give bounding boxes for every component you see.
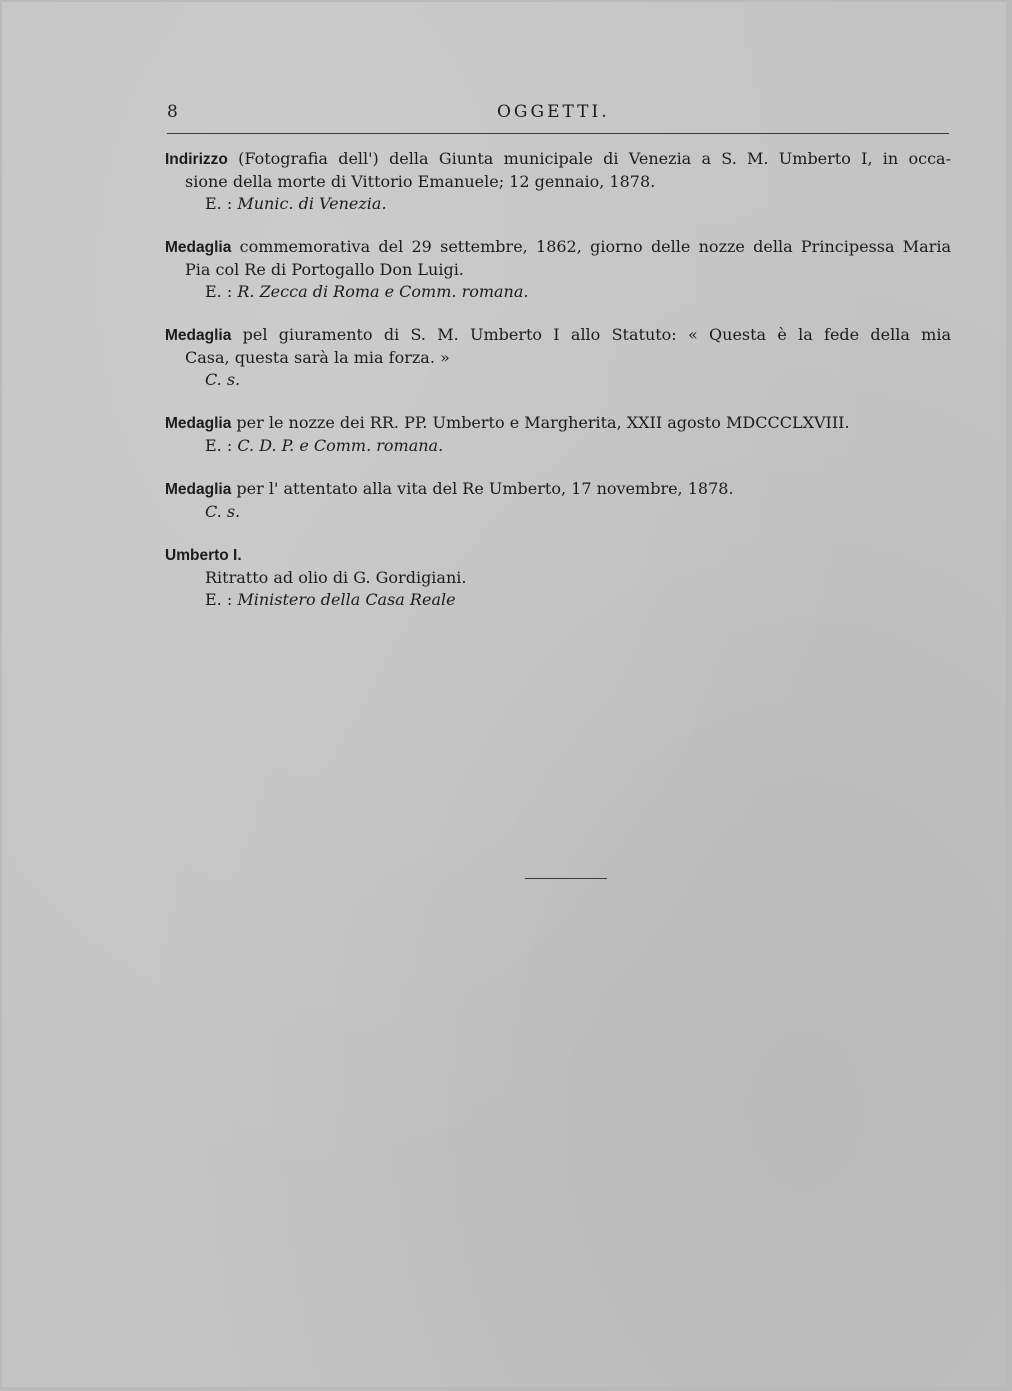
- entry-first-line: [165, 148, 951, 171]
- entry-provenance: [165, 589, 951, 611]
- header-rule: [167, 133, 949, 134]
- entry-first-line: [165, 412, 951, 435]
- entry-description-continued: Casa, questa sarà la mia forza. »: [185, 348, 450, 367]
- entry-provenance: [165, 193, 951, 215]
- provenance-value: R. Zecca di Roma e Comm. romana.: [237, 282, 529, 301]
- entry-description: per le nozze dei RR. PP. Umberto e Margherita, XXII agosto MDCCCLXVIII.: [236, 413, 850, 432]
- catalog-entry: [165, 412, 951, 457]
- entry-heading: Umberto I.: [165, 547, 242, 564]
- catalog-entries: [165, 148, 951, 632]
- catalog-entry: [165, 148, 951, 215]
- entry-first-line: [165, 236, 951, 259]
- entry-first-line: [165, 544, 951, 567]
- provenance-label: E. :: [205, 194, 233, 213]
- section-end-rule: [525, 878, 607, 879]
- entry-heading: Indirizzo: [165, 151, 228, 168]
- page-header: [167, 102, 949, 128]
- entry-description-continued: Pia col Re di Portogallo Don Luigi.: [185, 260, 464, 279]
- entry-provenance: [165, 369, 951, 391]
- entry-heading: Medaglia: [165, 415, 232, 432]
- catalog-entry: [165, 478, 951, 523]
- provenance-value: C. s.: [205, 502, 241, 521]
- entry-provenance: [165, 435, 951, 457]
- document-page: [2, 2, 1006, 1387]
- provenance-value: Ministero della Casa Reale: [237, 590, 456, 609]
- catalog-entry: [165, 236, 951, 303]
- provenance-value: Munic. di Venezia.: [237, 194, 387, 213]
- entry-description-continued: Ritratto ad olio di G. Gordigiani.: [205, 568, 467, 587]
- provenance-label: E. :: [205, 590, 233, 609]
- entry-heading: Medaglia: [165, 239, 232, 256]
- entry-description: pel giuramento di S. M. Umberto I allo Statuto: « Questa è la fede della mia: [242, 325, 951, 344]
- catalog-entry: [165, 544, 951, 611]
- entry-heading: Medaglia: [165, 481, 232, 498]
- provenance-label: E. :: [205, 436, 233, 455]
- entry-provenance: [165, 501, 951, 523]
- provenance-value: C. D. P. e Comm. romana.: [237, 436, 444, 455]
- entry-description-continued: sione della morte di Vittorio Emanuele; 12 gennaio, 1878.: [185, 172, 656, 191]
- catalog-entry: [165, 324, 951, 391]
- entry-heading: Medaglia: [165, 327, 232, 344]
- entry-description: per l' attentato alla vita del Re Umberto, 17 novembre, 1878.: [236, 479, 734, 498]
- provenance-label: E. :: [205, 282, 233, 301]
- entry-first-line: [165, 324, 951, 347]
- entry-provenance: [165, 281, 951, 303]
- running-title: OGGETTI.: [497, 102, 610, 122]
- page-number: 8: [167, 102, 178, 122]
- entry-first-line: [165, 478, 951, 501]
- provenance-value: C. s.: [205, 370, 241, 389]
- entry-description: (Fotografia dell') della Giunta municipale di Venezia a S. M. Umberto I, in occa-: [238, 149, 951, 168]
- entry-description: commemorativa del 29 settembre, 1862, giorno delle nozze della Principessa Maria: [239, 237, 951, 256]
